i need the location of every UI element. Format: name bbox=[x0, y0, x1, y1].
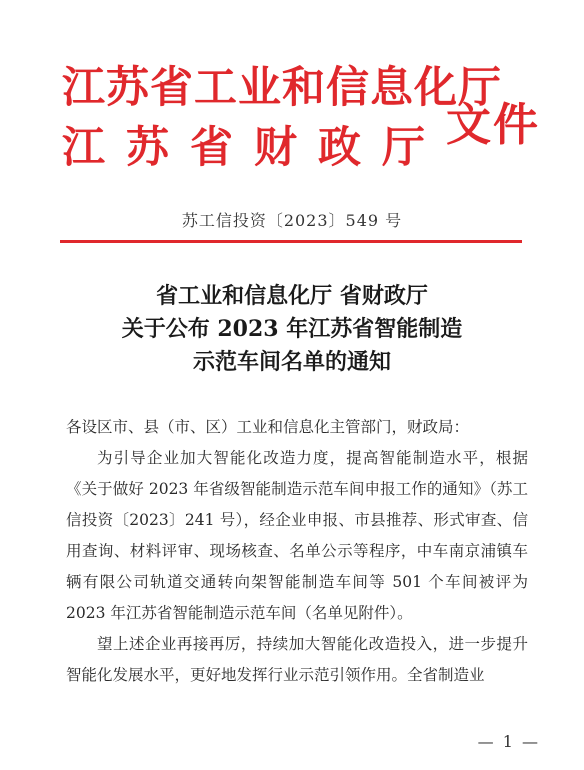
red-divider bbox=[60, 240, 522, 243]
title-line-3: 示范车间名单的通知 bbox=[192, 349, 391, 375]
salutation: 各设区市、县（市、区）工业和信息化主管部门，财政局： bbox=[66, 418, 470, 436]
title-line-2: 关于公布 2023 年江苏省智能制造 bbox=[121, 316, 463, 342]
page-number: — 1 — bbox=[477, 732, 540, 751]
document-word: 文件 bbox=[446, 98, 541, 151]
document-number: 苏工信投资〔2023〕549 号 bbox=[181, 211, 403, 230]
document-body bbox=[66, 412, 528, 691]
document-title bbox=[0, 280, 584, 379]
issuer-line-1: 江苏省工业和信息化厅 bbox=[62, 63, 502, 113]
body-paragraph-2: 望上述企业再接再厉，持续加大智能化改造投入，进一步提升智能化发展水平，更好地发挥行业示范引领作用。全省制造业 bbox=[66, 635, 528, 684]
body-paragraph-1: 为引导企业加大智能化改造力度，提高智能制造水平，根据《关于做好 2023 年省级智能制造示范车间申报工作的通知》（苏工信投资〔2023〕241 号），经企业申报、市县推荐、形式审查、信用查询、材料评审、现场核查、名单公示等程序，中车南京浦镇车辆有限公司轨道交通转向架智能制造车间等 501 个车间被评为 2023 年江苏省智能制造示范车间（名单见附件）。 bbox=[66, 449, 528, 622]
title-line-1: 省工业和信息化厅 省财政厅 bbox=[156, 283, 428, 309]
issuer-line-2: 江苏省财政厅 bbox=[62, 123, 446, 173]
